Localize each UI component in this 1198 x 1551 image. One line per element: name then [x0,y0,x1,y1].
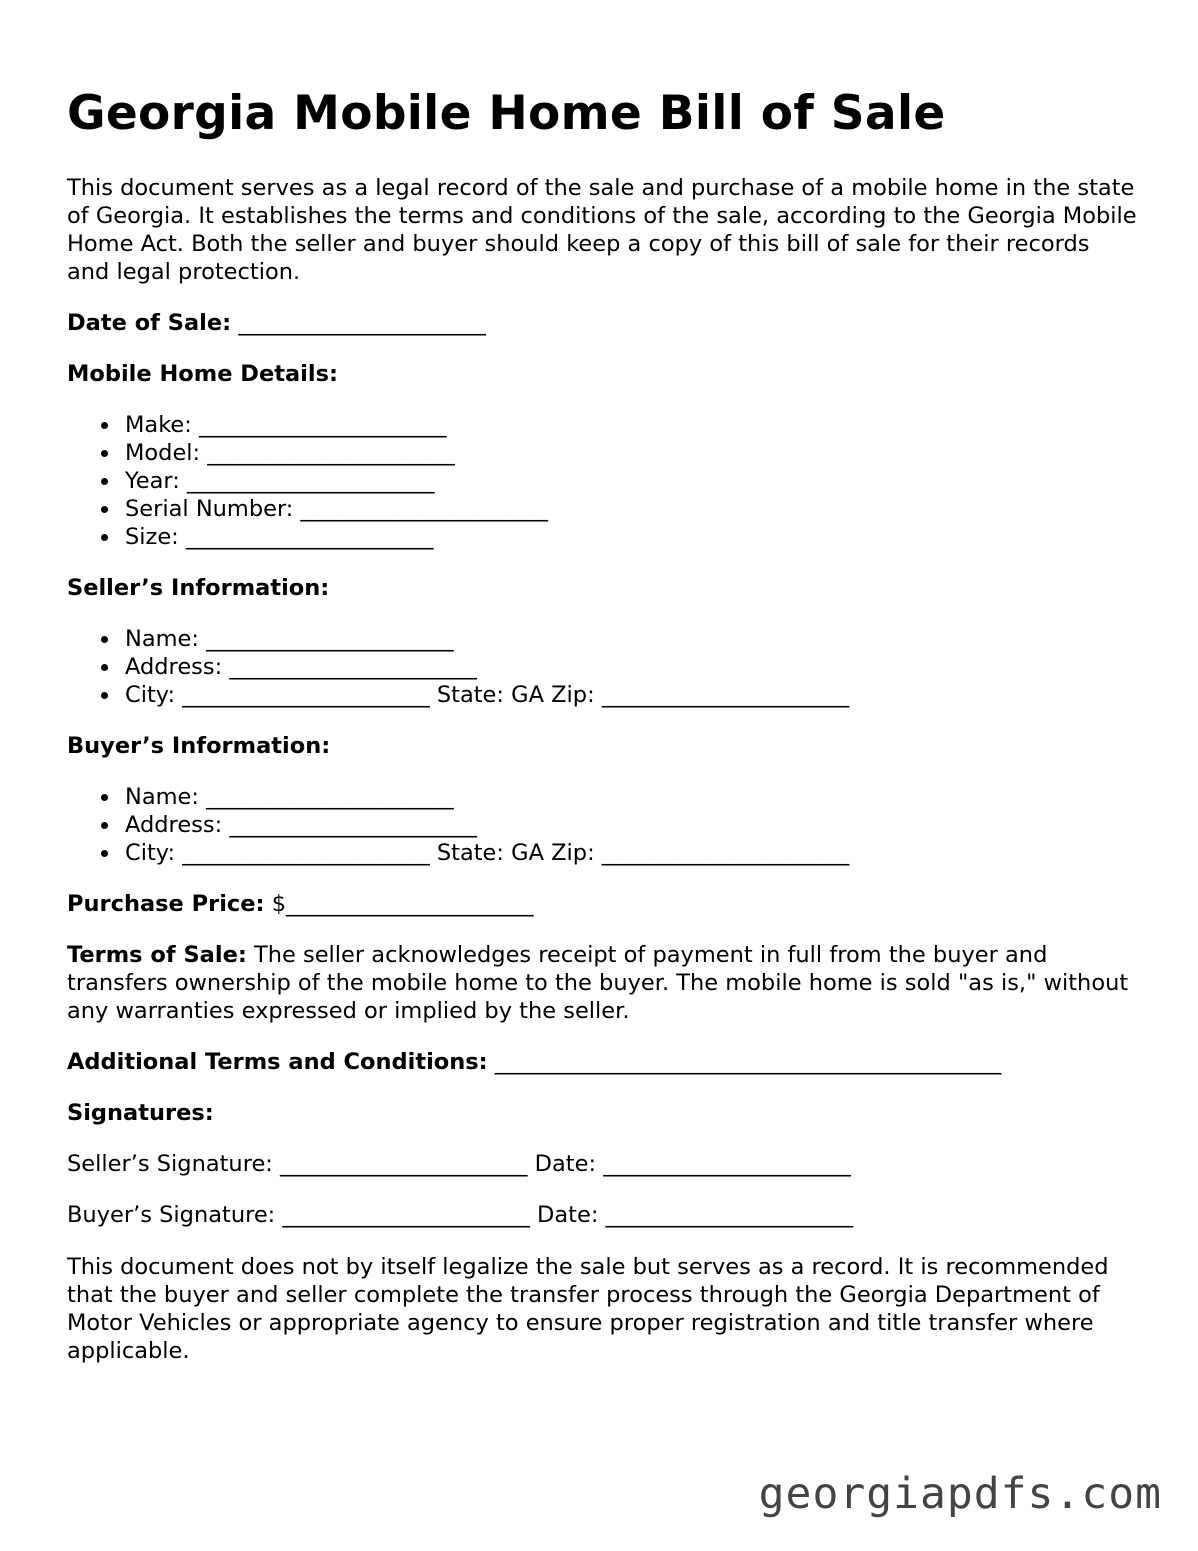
document-page [67,78,1137,1365]
closing-note: This document does not by itself legalize the sale but serves as a record. It is recommended that the buyer and seller complete the transfer process through the Georgia Department of Motor Vehicles or appropriate agency to ensure proper registration and title transfer where applicable. [67,1254,1109,1364]
buyer-signature-line[interactable]: Buyer’s Signature: ______________________ Date: ______________________ [67,1202,854,1228]
buyer-information-list [67,783,1137,867]
mobile-home-details-heading: Mobile Home Details: [67,361,338,387]
seller-information-heading: Seller’s Information: [67,575,330,601]
terms-of-sale-text: The seller acknowledges receipt of payment in full from the buyer and transfers ownership of the mobile home to the buyer. The mobile home is sold "as is," without any warranties expressed or implied by the seller. [67,942,1129,1024]
date-of-sale-blank[interactable]: ______________________ [238,310,486,336]
terms-of-sale-paragraph [67,941,1137,1025]
seller-address-field[interactable]: Address: ______________________ [125,653,1137,681]
buyer-name-field[interactable]: Name: ______________________ [125,783,1137,811]
buyer-address-field[interactable]: Address: ______________________ [125,811,1137,839]
list-item-model[interactable]: Model: ______________________ [125,439,1137,467]
additional-terms-field [67,1048,1137,1076]
buyer-information-heading: Buyer’s Information: [67,733,331,759]
seller-information-list [67,625,1137,709]
mobile-home-details-list [67,411,1137,551]
signatures-heading: Signatures: [67,1100,214,1126]
seller-signature-line[interactable]: Seller’s Signature: ______________________ Date: ______________________ [67,1151,851,1177]
watermark-text: georgiapdfs.com [758,1469,1162,1519]
list-item-serial-number[interactable]: Serial Number: ______________________ [125,495,1137,523]
purchase-price-field [67,890,1137,918]
purchase-price-label: Purchase Price: [67,891,265,917]
additional-terms-blank[interactable]: _____________________________________________ [494,1049,1002,1075]
buyer-city-state-zip-field[interactable]: City: ______________________ State: GA Zip: ______________________ [125,839,1137,867]
document-title: Georgia Mobile Home Bill of Sale [67,86,946,141]
seller-city-state-zip-field[interactable]: City: ______________________ State: GA Zip: ______________________ [125,681,1137,709]
list-item-year[interactable]: Year: ______________________ [125,467,1137,495]
seller-name-field[interactable]: Name: ______________________ [125,625,1137,653]
intro-paragraph: This document serves as a legal record of the sale and purchase of a mobile home in the state of Georgia. It establishes the terms and conditions of the sale, according to the Georgia Mobile Home Act. Both the seller and buyer should keep a copy of this bill of sale for their records and legal protection. [67,175,1137,285]
date-of-sale-label: Date of Sale: [67,310,232,336]
purchase-price-blank[interactable]: $______________________ [271,891,534,917]
list-item-make[interactable]: Make: ______________________ [125,411,1137,439]
terms-of-sale-label: Terms of Sale: [67,942,247,968]
additional-terms-label: Additional Terms and Conditions: [67,1049,488,1075]
list-item-size[interactable]: Size: ______________________ [125,523,1137,551]
date-of-sale-field [67,309,1137,337]
